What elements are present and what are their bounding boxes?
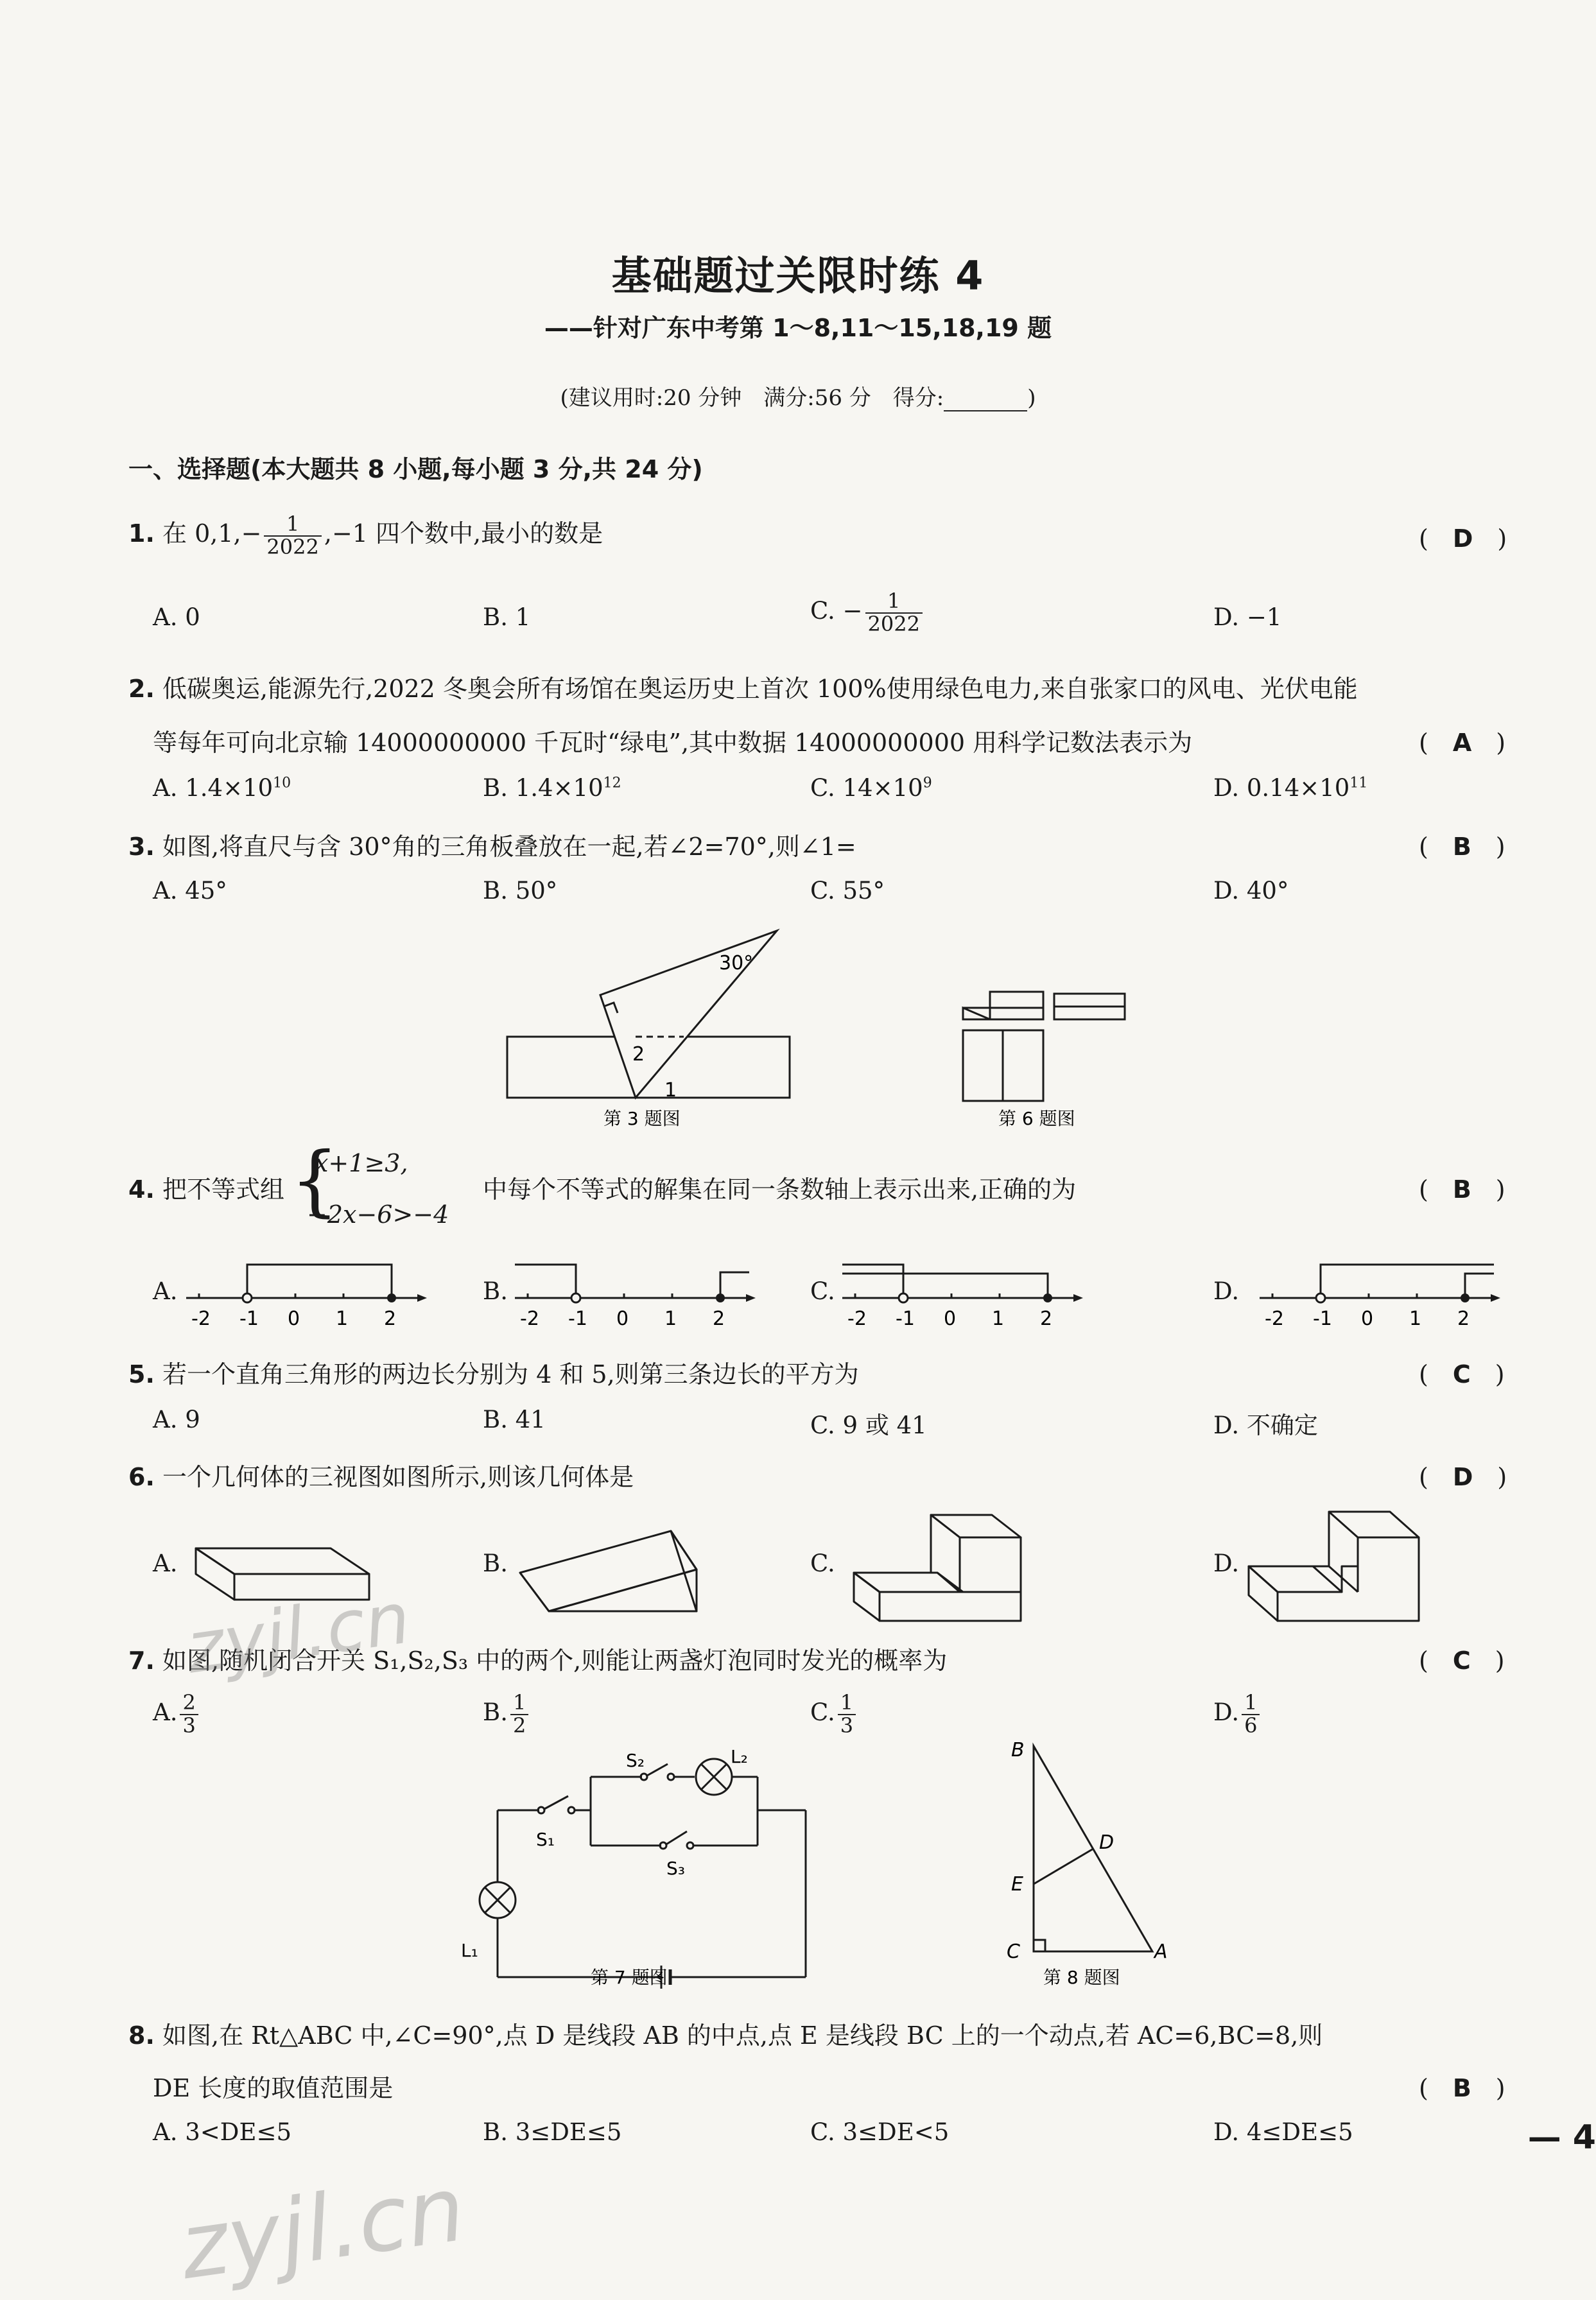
- axis-tick-label: -1: [1313, 1308, 1332, 1330]
- q8-answer-letter: B: [1452, 2074, 1471, 2102]
- axis-arrow: [417, 1294, 427, 1302]
- q7-text: 如图,随机闭合开关 S₁,S₂,S₃ 中的两个,则能让两盏灯泡同时发光的概率为: [162, 1647, 948, 1675]
- q8-answer: ( B ): [1419, 2074, 1505, 2102]
- q4-brace: {: [290, 1136, 340, 1225]
- fig7-l2-label: L₂: [731, 1746, 748, 1767]
- fig7-s1-label: S₁: [536, 1829, 555, 1850]
- fig8-caption: 第 8 题图: [1043, 1967, 1120, 1988]
- question-1: [128, 514, 603, 558]
- info-prefix: (建议用时:20 分钟 满分:56 分 得分:: [560, 385, 944, 411]
- score-blank: [944, 388, 1027, 411]
- solution-right-long: [1321, 1265, 1494, 1298]
- question-3: [128, 827, 856, 862]
- fig6-caption: 第 6 题图: [998, 1108, 1075, 1129]
- figures-7-8: [0, 1739, 1596, 2003]
- triangle-abc-diagram: [1034, 1746, 1152, 1951]
- q3-answer: ( B ): [1419, 833, 1505, 861]
- q7-opta-den: 3: [182, 1713, 196, 1738]
- q5-number: 5.: [128, 1360, 155, 1388]
- q5-text: 若一个直角三角形的两边长分别为 4 和 5,则第三条边长的平方为: [162, 1360, 859, 1388]
- axis-arrow: [1073, 1294, 1083, 1302]
- solid-d-step: [1249, 1512, 1419, 1621]
- q1-frac-num: 1: [264, 514, 321, 537]
- axis-tick-label: 1: [1409, 1308, 1422, 1330]
- q7-optd-fraction: [1242, 1692, 1260, 1736]
- q2-option-a: [153, 774, 291, 802]
- fig7-s3-label: S₃: [666, 1858, 685, 1879]
- q7-optd-den: 6: [1244, 1713, 1258, 1738]
- solution-right: [720, 1272, 749, 1298]
- q2-optc-base: C. 14×10: [810, 774, 923, 802]
- solution-left: [842, 1265, 903, 1298]
- fig3-label-2: 2: [632, 1043, 645, 1066]
- q7-optb-fraction: [510, 1692, 528, 1736]
- q8-option-b: B. 3≤DE≤5: [483, 2118, 622, 2146]
- q2-option-b: [483, 774, 621, 802]
- open-dot: [899, 1293, 908, 1302]
- page-title: 基础题过关限时练 4: [611, 252, 985, 299]
- q2-opta-base: A. 1.4×10: [153, 774, 273, 802]
- q7-optd-num: 1: [1242, 1692, 1260, 1715]
- q2-answer-letter: A: [1452, 729, 1472, 757]
- q8-line2: DE 长度的取值范围是: [153, 2074, 394, 2102]
- q3-text: 如图,将直尺与含 30°角的三角板叠放在一起,若∠2=70°,则∠1=: [162, 833, 856, 861]
- fig8-label-e: E: [1011, 1873, 1023, 1896]
- closed-dot: [716, 1293, 725, 1302]
- closed-dot: [387, 1293, 396, 1302]
- solution-right-short: [1465, 1274, 1494, 1298]
- q5-answer-letter: C: [1452, 1360, 1471, 1388]
- q7-optb-num: 1: [510, 1692, 528, 1715]
- q2-optb-exp: 12: [603, 775, 621, 791]
- q6-option-a-label: A.: [153, 1550, 178, 1577]
- closed-dot: [1043, 1293, 1052, 1302]
- q7-opta-fraction: [180, 1692, 198, 1736]
- fig3-caption: 第 3 题图: [603, 1108, 681, 1129]
- axis-tick-label: -2: [1265, 1308, 1284, 1330]
- q7-optc-fraction: [838, 1692, 856, 1736]
- solution-range: [247, 1265, 392, 1298]
- q6-text: 一个几何体的三视图如图所示,则该几何体是: [162, 1463, 634, 1491]
- axis-tick-label: -2: [847, 1308, 867, 1330]
- q6-option-d-label: D.: [1213, 1550, 1240, 1577]
- watermark-bottom: zyjl.cn: [173, 2156, 471, 2300]
- q2-option-c: [810, 774, 932, 802]
- q6-option-c-label: C.: [810, 1550, 835, 1577]
- question-6: [128, 1457, 634, 1492]
- q4-inequality-1: x+1≥3,: [315, 1149, 408, 1177]
- q1-answer: ( D ): [1419, 524, 1507, 553]
- q2-number: 2.: [128, 675, 155, 703]
- q2-option-d: [1213, 774, 1367, 802]
- q3-option-c: C. 55°: [810, 877, 885, 904]
- question-5: [128, 1354, 859, 1390]
- q4-number-lines: [0, 1245, 1596, 1329]
- q2-optd-exp: 11: [1349, 775, 1368, 791]
- q4-answer-letter: B: [1452, 1175, 1471, 1204]
- axis-tick-label: 0: [288, 1308, 300, 1330]
- axis-tick-label: 0: [1361, 1308, 1374, 1330]
- fig7-l1-label: L₁: [461, 1940, 478, 1961]
- q1-answer-letter: D: [1452, 524, 1473, 553]
- q1-optc-num: 1: [865, 591, 923, 614]
- page-subtitle: ——针对广东中考第 1～8,11～15,18,19 题: [544, 314, 1052, 342]
- figures-3-6: [0, 918, 1596, 1136]
- q1-text-pre: 在 0,1,−: [162, 519, 262, 548]
- time-score-info: [0, 380, 1596, 411]
- q5-option-a: A. 9: [153, 1406, 200, 1433]
- watermark-middle: zyjl.cn: [181, 1577, 415, 1690]
- axis-tick-label: 2: [1457, 1308, 1470, 1330]
- axis-tick-label: -1: [239, 1308, 259, 1330]
- q1-option-c: [810, 591, 925, 635]
- q7-answer: ( C ): [1419, 1647, 1505, 1675]
- q6-answer-letter: D: [1452, 1463, 1473, 1491]
- q5-answer: ( C ): [1419, 1360, 1505, 1388]
- q4-number: 4.: [128, 1175, 155, 1204]
- q8-option-c: C. 3≤DE<5: [810, 2118, 950, 2146]
- fig8-label-b: B: [1011, 1739, 1025, 1761]
- q4-inequality-2: −2x−6>−4: [307, 1200, 449, 1229]
- q5-option-c: C. 9 或 41: [810, 1412, 927, 1439]
- fig8-label-a: A: [1154, 1941, 1168, 1963]
- q4-text-post: 中每个不等式的解集在同一条数轴上表示出来,正确的为: [483, 1175, 1077, 1204]
- q2-optc-exp: 9: [923, 775, 932, 791]
- axis-arrow: [1491, 1294, 1500, 1302]
- fig8-label-c: C: [1007, 1941, 1020, 1963]
- axis-tick-label: -2: [520, 1308, 539, 1330]
- axis-tick-label: 1: [992, 1308, 1005, 1330]
- q4-answer: ( B ): [1419, 1175, 1505, 1204]
- q4-option-b-label: B.: [483, 1277, 508, 1305]
- axis-tick-label: 0: [616, 1308, 629, 1330]
- q1-option-b: B. 1: [483, 603, 531, 631]
- q7-optd-pre: D.: [1213, 1699, 1240, 1727]
- front-view: [963, 992, 1043, 1019]
- q8-line1: 如图,在 Rt△ABC 中,∠C=90°,点 D 是线段 AB 的中点,点 E 是线段 BC 上的一个动点,若 AC=6,BC=8,则: [162, 2021, 1323, 2050]
- axis-tick-label: 2: [1040, 1308, 1053, 1330]
- q3-option-b: B. 50°: [483, 877, 558, 904]
- q7-number: 7.: [128, 1647, 155, 1675]
- q3-option-d: D. 40°: [1213, 877, 1289, 904]
- q6-number: 6.: [128, 1463, 155, 1491]
- q6-option-b-label: B.: [483, 1550, 508, 1577]
- figure-6-three-views: [963, 992, 1125, 1101]
- q2-answer: ( A ): [1419, 729, 1506, 757]
- open-dot: [1316, 1293, 1325, 1302]
- q1-frac-den: 2022: [266, 534, 319, 559]
- q7-option-c: [810, 1692, 858, 1736]
- q7-option-a: [153, 1692, 201, 1736]
- q2-line2: 等每年可向北京输 14000000000 千瓦时“绿电”,其中数据 14000000000 用科学记数法表示为: [153, 729, 1193, 757]
- solution-left: [515, 1265, 576, 1298]
- axis-tick-label: 2: [713, 1308, 725, 1330]
- axis-tick-label: 1: [664, 1308, 677, 1330]
- q7-option-d: [1213, 1692, 1262, 1736]
- q2-optb-base: B. 1.4×10: [483, 774, 603, 802]
- q7-optc-pre: C.: [810, 1699, 835, 1727]
- axis-tick-label: 0: [944, 1308, 957, 1330]
- q7-optb-pre: B.: [483, 1699, 508, 1727]
- fig7-s2-label: S₂: [626, 1750, 645, 1771]
- q4-option-d-label: D.: [1213, 1277, 1240, 1305]
- circuit-diagram: [480, 1759, 806, 1989]
- q3-answer-letter: B: [1452, 833, 1471, 861]
- open-dot: [571, 1293, 580, 1302]
- solid-c-stepped: [854, 1515, 1021, 1621]
- fig7-caption: 第 7 题图: [591, 1967, 668, 1988]
- question-2: [128, 669, 1358, 704]
- q2-opta-exp: 10: [273, 775, 291, 791]
- axis-tick-label: -1: [568, 1308, 587, 1330]
- q7-optc-num: 1: [838, 1692, 856, 1715]
- q8-option-a: A. 3<DE≤5: [153, 2118, 292, 2146]
- q7-option-b: [483, 1692, 531, 1736]
- axis-arrow: [746, 1294, 756, 1302]
- q4-option-c-label: C.: [810, 1277, 835, 1305]
- q8-number: 8.: [128, 2021, 155, 2050]
- info-suffix: ): [1027, 385, 1036, 411]
- q2-line1: 低碳奥运,能源先行,2022 冬奥会所有场馆在奥运历史上首次 100%使用绿色电力,来自张家口的风电、光伏电能: [162, 675, 1358, 703]
- q7-answer-letter: C: [1452, 1647, 1471, 1675]
- q1-number: 1.: [128, 519, 155, 548]
- fig3-angle30-label: 30°: [719, 952, 754, 974]
- q7-optb-den: 2: [512, 1713, 526, 1738]
- q7-optc-den: 3: [840, 1713, 854, 1738]
- q3-number: 3.: [128, 833, 155, 861]
- axis-tick-label: -2: [191, 1308, 211, 1330]
- solid-b-wedge: [520, 1531, 697, 1611]
- axis-tick-label: 1: [336, 1308, 349, 1330]
- q1-text-post: ,−1 四个数中,最小的数是: [324, 519, 603, 548]
- q1-optc-den: 2022: [867, 611, 920, 636]
- fig3-label-1: 1: [664, 1079, 677, 1102]
- q1-option-d: D. −1: [1213, 603, 1282, 631]
- page-number: — 4: [1527, 2118, 1596, 2157]
- q8-option-d: D. 4≤DE≤5: [1213, 2118, 1353, 2146]
- open-dot: [243, 1293, 252, 1302]
- axis-tick-label: 2: [384, 1308, 397, 1330]
- q1-fraction: [264, 514, 321, 558]
- q6-answer: ( D ): [1419, 1463, 1507, 1491]
- q1-optc-fraction: [865, 591, 923, 635]
- q1-option-a: A. 0: [153, 603, 200, 631]
- q7-opta-pre: A.: [153, 1699, 178, 1727]
- q4-text-pre: 把不等式组: [162, 1175, 284, 1204]
- axis-tick-label: -1: [896, 1308, 915, 1330]
- q4-option-a-label: A.: [153, 1277, 178, 1305]
- q7-opta-num: 2: [180, 1692, 198, 1715]
- q5-option-b: B. 41: [483, 1406, 546, 1433]
- question-8: [128, 2016, 1323, 2051]
- closed-dot: [1461, 1293, 1470, 1302]
- q3-option-a: A. 45°: [153, 877, 227, 904]
- q2-optd-base: D. 0.14×10: [1213, 774, 1350, 802]
- q5-option-d: D. 不确定: [1213, 1412, 1318, 1439]
- fig8-label-d: D: [1099, 1831, 1115, 1854]
- solution-second: [842, 1274, 1048, 1298]
- section-heading: 一、选择题(本大题共 8 小题,每小题 3 分,共 24 分): [128, 455, 703, 483]
- question-4: [128, 1170, 284, 1205]
- q1-optc-pre: C. −: [810, 597, 863, 625]
